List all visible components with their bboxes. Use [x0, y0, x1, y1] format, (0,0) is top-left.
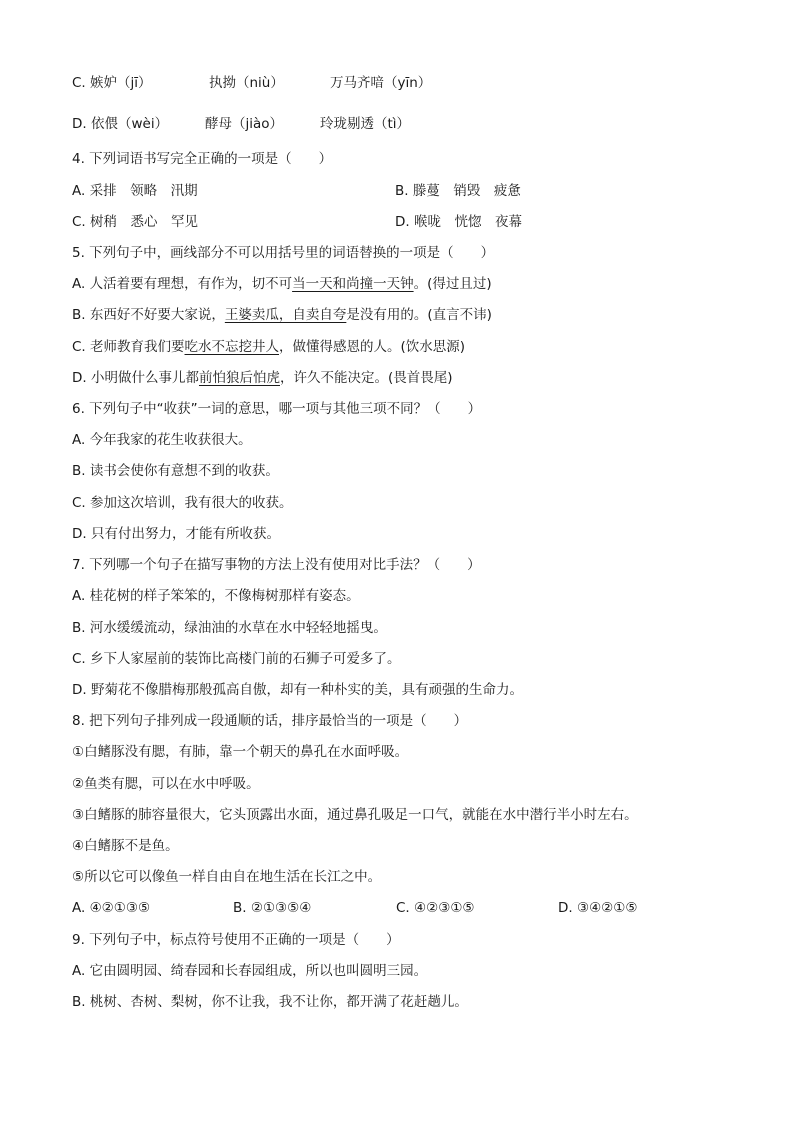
q5-b-underlined: 王婆卖瓜，自卖自夸 — [224, 307, 347, 323]
q5-option-c — [72, 338, 465, 356]
q7-stem: 7. 下列哪一个句子在描写事物的方法上没有使用对比手法？（ ） — [72, 557, 481, 573]
q8-option-d: D. ③④②①⑤ — [558, 900, 638, 916]
q7-option-b: B. 河水缓缓流动，绿油油的水草在水中轻轻地摇曳。 — [72, 620, 387, 636]
q3-option-c-word3: 万马齐喑（yīn） — [330, 75, 432, 91]
q5-a-underlined: 当一天和尚撞一天钟 — [292, 276, 414, 292]
q4-option-b: B. 滕蔓 销毁 疲惫 — [395, 183, 521, 199]
q5-option-b — [72, 306, 492, 324]
q7-option-a: A. 桂花树的样子笨笨的，不像梅树那样有姿态。 — [72, 588, 360, 604]
q5-stem: 5. 下列句子中，画线部分不可以用括号里的词语替换的一项是（ ） — [72, 245, 495, 261]
q9-stem: 9. 下列句子中，标点符号使用不正确的一项是（ ） — [72, 932, 400, 948]
q6-stem: 6. 下列句子中“收获”一词的意思，哪一项与其他三项不同？（ ） — [72, 401, 482, 417]
q5-d-underlined: 前怕狼后怕虎 — [198, 370, 280, 386]
q9-option-a: A. 它由圆明园、绮春园和长春园组成，所以也叫圆明三园。 — [72, 963, 428, 979]
q5-d-pre: D. 小明做什么事儿都 — [72, 370, 199, 386]
q5-a-post: 。(得过且过) — [413, 276, 492, 292]
q5-b-post: 是没有用的。(直言不讳) — [346, 307, 492, 323]
q8-option-a: A. ④②①③⑤ — [72, 900, 151, 916]
q3-option-c-word2: 执拗（niù） — [209, 75, 284, 91]
q4-option-a: A. 采排 领略 汛期 — [72, 183, 198, 199]
q6-option-a: A. 今年我家的花生收获很大。 — [72, 432, 252, 448]
q5-a-pre: A. 人活着要有理想，有作为，切不可 — [72, 276, 293, 292]
q8-option-b: B. ②①③⑤④ — [233, 900, 312, 916]
q4-option-d: D. 喉咙 恍惚 夜幕 — [395, 214, 522, 230]
q5-d-post: ，许久不能决定。(畏首畏尾) — [279, 370, 453, 386]
q5-c-post: ，做懂得感恩的人。(饮水思源) — [279, 339, 466, 355]
q3-option-c: C. 嫉妒（jī） — [72, 75, 152, 91]
q8-sentence-4: ④白鳍豚不是鱼。 — [72, 838, 179, 854]
q5-b-pre: B. 东西好不好要大家说， — [72, 307, 225, 323]
q6-option-b: B. 读书会使你有意想不到的收获。 — [72, 463, 279, 479]
q8-sentence-1: ①白鳍豚没有腮，有肺，靠一个朝天的鼻孔在水面呼吸。 — [72, 744, 409, 760]
q5-option-a — [72, 275, 492, 293]
q8-sentence-3: ③白鳍豚的肺容量很大，它头顶露出水面，通过鼻孔吸足一口气，就能在水中潜行半小时左右。 — [72, 807, 638, 823]
q5-c-underlined: 吃水不忘挖井人 — [184, 339, 280, 355]
q7-option-c: C. 乡下人家屋前的装饰比高楼门前的石狮子可爱多了。 — [72, 651, 401, 667]
q6-option-c: C. 参加这次培训，我有很大的收获。 — [72, 495, 293, 511]
q4-stem: 4. 下列词语书写完全正确的一项是（ ） — [72, 151, 333, 167]
q7-option-d: D. 野菊花不像腊梅那般孤高自傲，却有一种朴实的美，具有顽强的生命力。 — [72, 682, 523, 698]
q8-sentence-5: ⑤所以它可以像鱼一样自由自在地生活在长江之中。 — [72, 869, 382, 885]
q9-option-b: B. 桃树、杏树、梨树，你不让我，我不让你，都开满了花赶趟儿。 — [72, 994, 468, 1010]
q3-option-d-word3: 玲珑剔透（tì） — [320, 116, 411, 132]
q8-stem: 8. 把下列句子排列成一段通顺的话，排序最恰当的一项是（ ） — [72, 713, 468, 729]
q8-option-c: C. ④②③①⑤ — [396, 900, 475, 916]
q3-option-row-c — [72, 74, 152, 92]
q3-option-d-word2: 酵母（jiào） — [205, 116, 284, 132]
q3-option-row-d — [72, 115, 168, 133]
q8-sentence-2: ②鱼类有腮，可以在水中呼吸。 — [72, 776, 260, 792]
q4-option-c: C. 树稍 悉心 罕见 — [72, 214, 199, 230]
q3-option-d: D. 依偎（wèi） — [72, 116, 169, 132]
q6-option-d: D. 只有付出努力，才能有所收获。 — [72, 526, 280, 542]
q5-c-pre: C. 老师教育我们要 — [72, 339, 185, 355]
q5-option-d — [72, 369, 453, 387]
